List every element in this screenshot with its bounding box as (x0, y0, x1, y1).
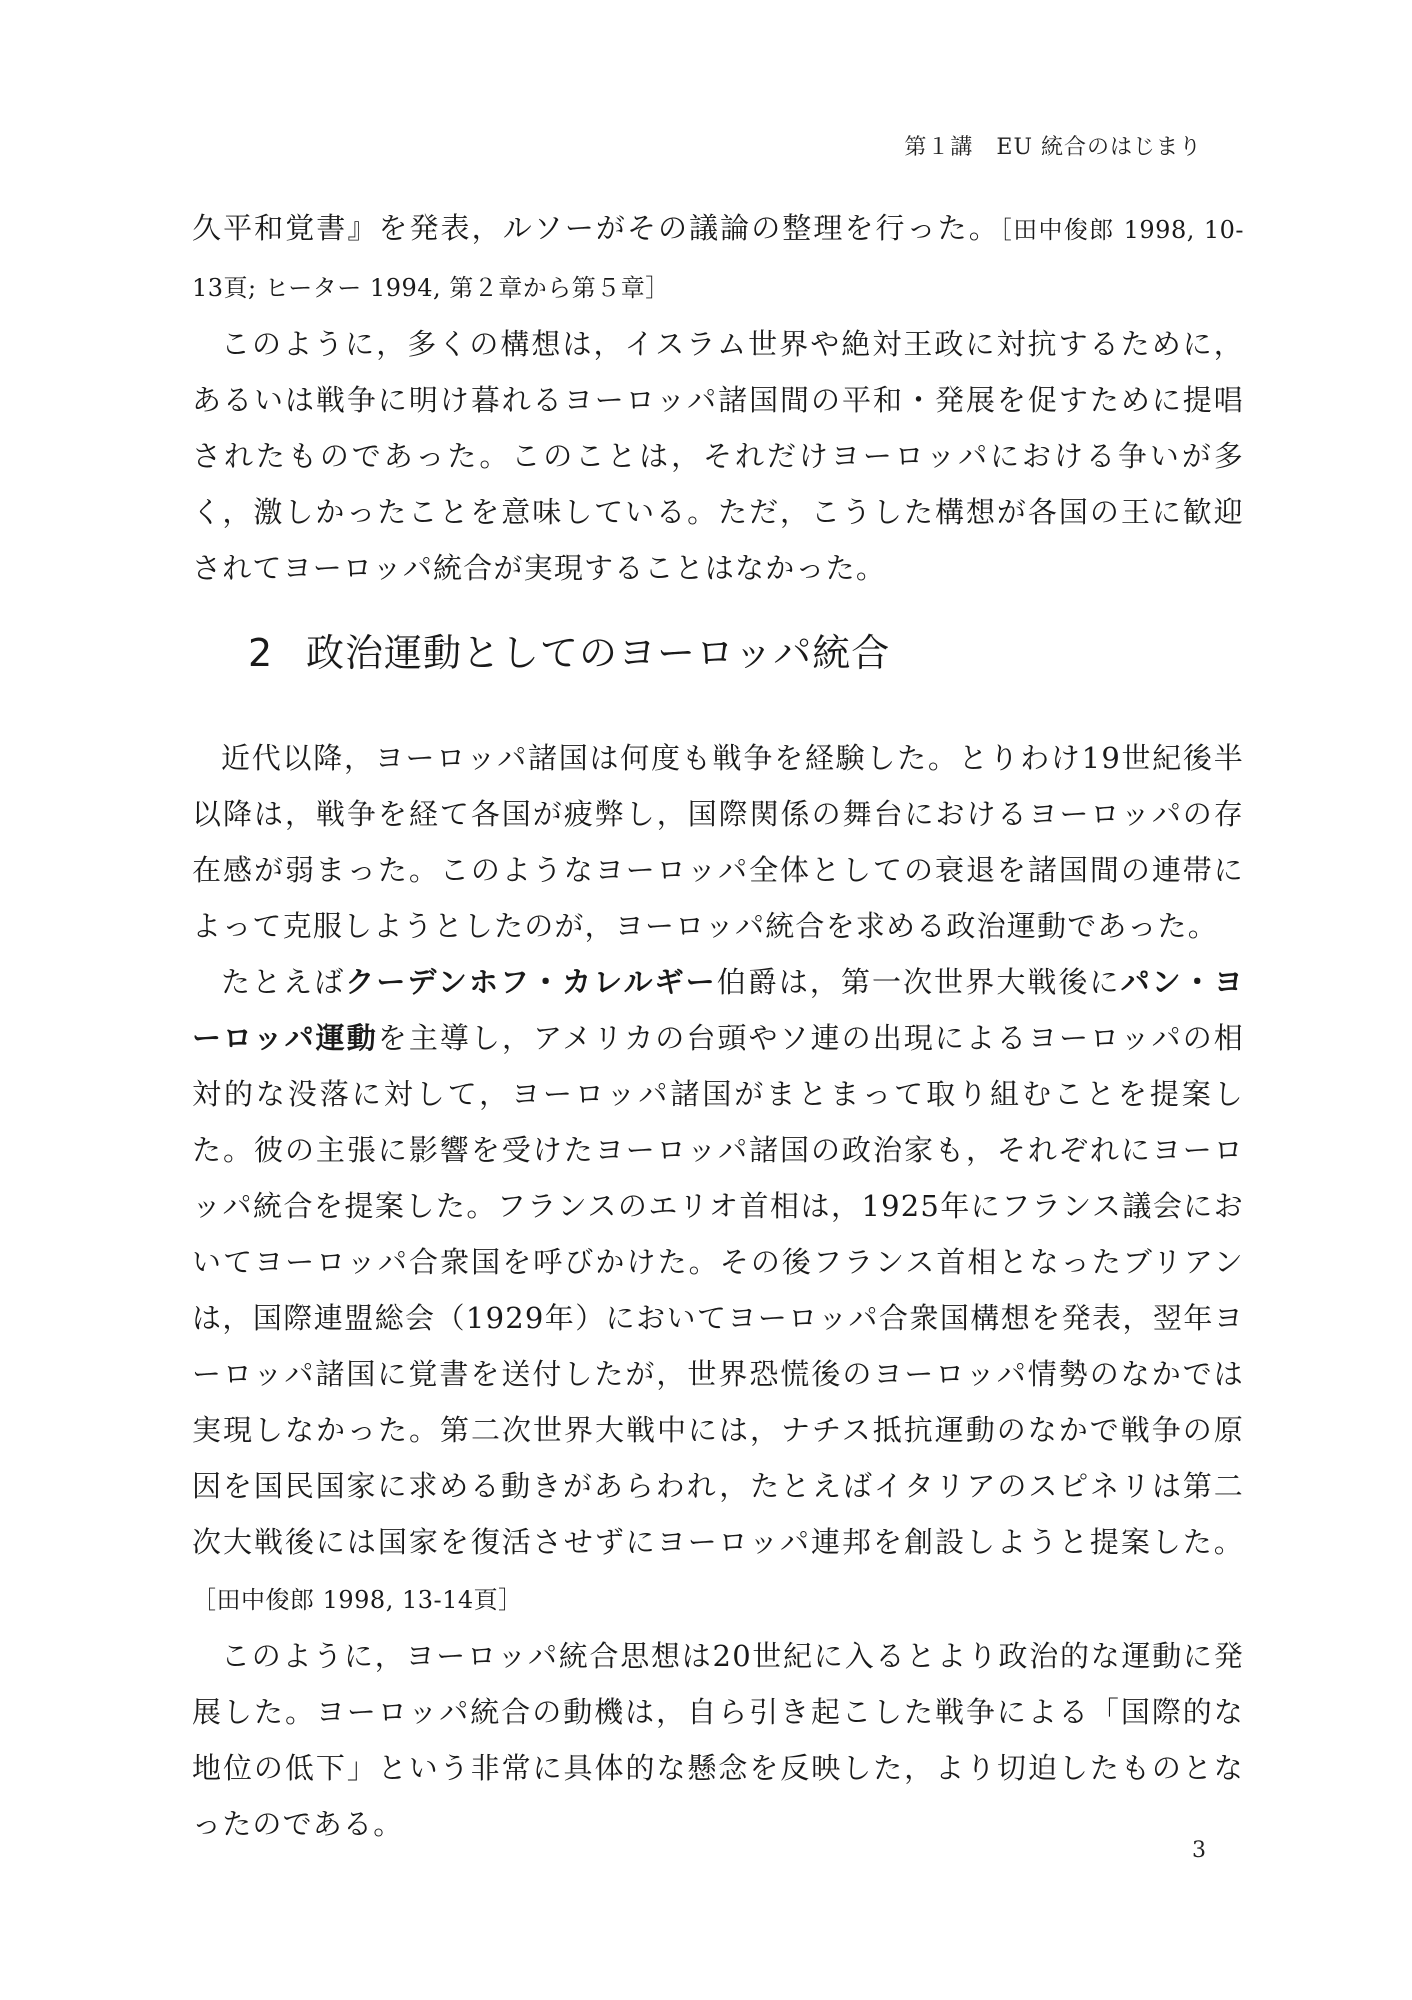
text-block-top (192, 200, 1244, 596)
paragraph-continued (192, 200, 1244, 316)
citation: ［田中俊郎 1998, 10-13頁; ヒーター 1994, 第２章から第５章］ (192, 216, 1244, 302)
paragraph-text: を主導し，アメリカの台頭やソ連の出現によるヨーロッパの相対的な没落に対して，ヨーロッパ諸国がまとまって取り組むことを提案した。彼の主張に影響を受けたヨーロッパ諸国の政治家も，それぞれにヨーロッパ統合を提案した。フランスのエリオ首相は，1925年にフランス議会においてヨーロッパ合衆国を呼びかけた。その後フランス首相となったブリアンは，国際連盟総会（1929年）においてヨーロッパ合衆国構想を発表，翌年ヨーロッパ諸国に覚書を送付したが，世界恐慌後のヨーロッパ情勢のなかでは実現しなかった。第二次世界大戦中には，ナチス抵抗運動のなかで戦争の原因を国民国家に求める動きがあらわれ，たとえばイタリアのスピネリは第二次大戦後には国家を復活させずにヨーロッパ連邦を創設しようと提案した。 (192, 1021, 1244, 1559)
citation: ［田中俊郎 1998, 13-14頁］ (192, 1586, 523, 1614)
section-number: 2 (248, 631, 274, 675)
paragraph: 近代以降，ヨーロッパ諸国は何度も戦争を経験した。とりわけ19世紀後半以降は，戦争を経て各国が疲弊し，国際関係の舞台におけるヨーロッパの存在感が弱まった。このようなヨーロッパ全体としての衰退を諸国間の連帯によって克服しようとしたのが，ヨーロッパ統合を求める政治運動であった。 (192, 741, 1244, 943)
paragraph-text: 久平和覚書』を発表，ルソーがその議論の整理を行った。 (192, 211, 1000, 245)
running-header: 第１講 EU 統合のはじまり (904, 135, 1202, 160)
key-term: パン・ヨーロッパ運動 (192, 965, 1244, 1055)
page-number: 3 (1192, 1838, 1206, 1863)
key-term: クーデンホフ・カレルギー (345, 965, 717, 999)
section-title: 政治運動としてのヨーロッパ統合 (306, 631, 891, 675)
paragraph-text: たとえば (221, 965, 346, 999)
paragraph-text: 伯爵は，第一次世界大戦後に (716, 965, 1121, 999)
paragraph (192, 954, 1244, 1628)
paragraph: このように，ヨーロッパ統合思想は20世紀に入るとより政治的な運動に発展した。ヨーロッパ統合の動機は，自ら引き起こした戦争による「国際的な地位の低下」という非常に具体的な懸念を反映した，より切迫したものとなったのである。 (192, 1639, 1244, 1841)
paragraph: このように，多くの構想は，イスラム世界や絶対王政に対抗するために，あるいは戦争に明け暮れるヨーロッパ諸国間の平和・発展を促すために提唱されたものであった。このことは，それだけヨーロッパにおける争いが多く，激しかったことを意味している。ただ，こうした構想が各国の王に歓迎されてヨーロッパ統合が実現することはなかった。 (192, 327, 1244, 585)
section-heading (248, 622, 890, 677)
text-block-main (192, 730, 1244, 1852)
